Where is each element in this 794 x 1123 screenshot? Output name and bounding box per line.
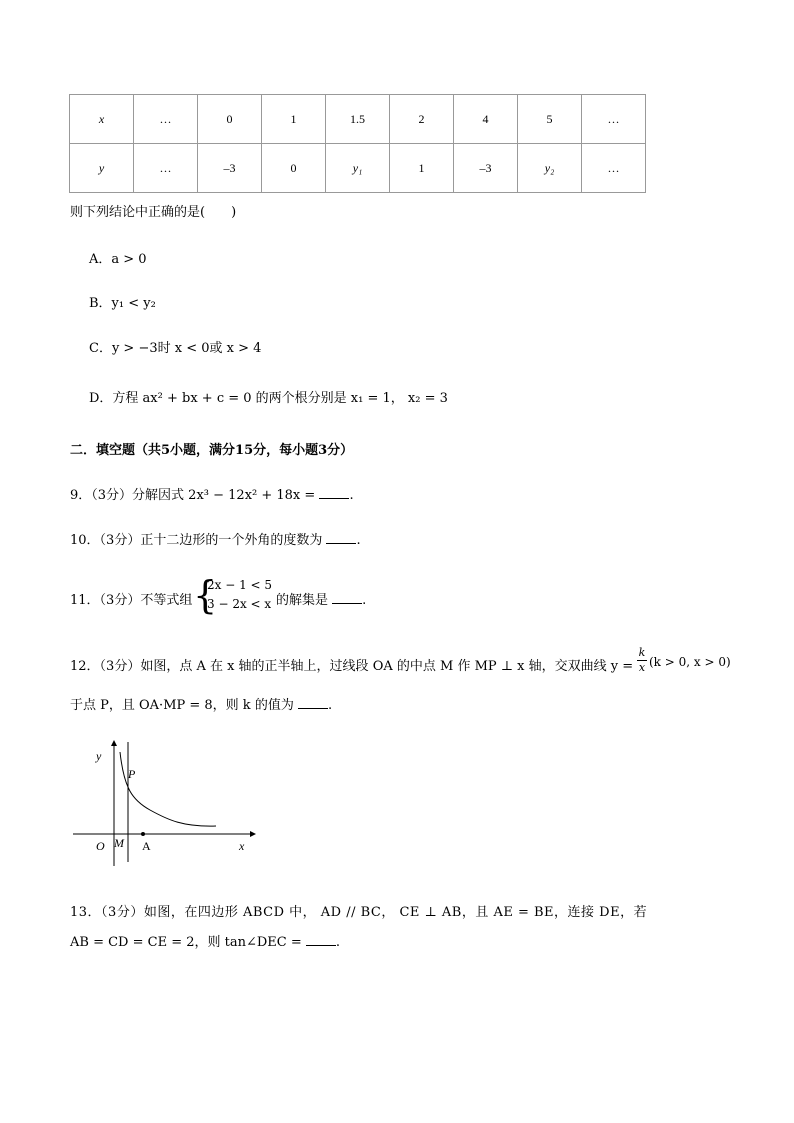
- table-cell: y₁: [326, 144, 390, 193]
- question-13-line2-text: AB = CD = CE = 2，则 tan∠DEC =: [70, 935, 302, 950]
- question-11-suffix: [276, 589, 366, 608]
- option-d[interactable]: D．方程 ax² + bx + c = 0 的两个根分别是 x₁ = 1， x₂ = 3: [89, 391, 448, 406]
- table-cell: …: [582, 144, 646, 193]
- a-label: A: [142, 839, 151, 853]
- option-a[interactable]: A．a > 0: [89, 252, 147, 267]
- table-cell: …: [582, 95, 646, 144]
- question-12-condition: (k > 0, x > 0): [649, 655, 731, 669]
- question-12-line1: 12．（3分）如图，点 A 在 x 轴的正半轴上，过线段 OA 的中点 M 作 MP ⊥ x 轴，交双曲线 y =: [70, 659, 634, 674]
- table-cell: 0: [198, 95, 262, 144]
- question-10-text: 10．（3分）正十二边形的一个外角的度数为: [70, 533, 323, 548]
- table-row: [70, 95, 646, 144]
- answer-blank[interactable]: [319, 486, 349, 499]
- inequality-2: 3 − 2x < x: [207, 597, 272, 611]
- question-11-suffix-text: 的解集是: [276, 593, 329, 608]
- point-a: [141, 832, 145, 836]
- table-cell: y₂: [518, 144, 582, 193]
- fraction: [637, 646, 647, 674]
- table-cell: x: [70, 95, 134, 144]
- x-axis-label: x: [239, 839, 245, 853]
- table-cell: 4: [454, 95, 518, 144]
- table-cell: 2: [390, 95, 454, 144]
- period: .: [349, 488, 354, 503]
- x-axis-arrow-icon: [250, 831, 256, 837]
- question-13-line1: 13．（3分）如图，在四边形 ABCD 中， AD // BC， CE ⊥ AB，且 AE = BE，连接 DE，若: [70, 905, 648, 920]
- option-b[interactable]: B．y₁ < y₂: [89, 296, 156, 311]
- question-13-line2: [70, 931, 340, 950]
- question-prompt: 则下列结论中正确的是( ): [70, 205, 237, 220]
- table-cell: y: [70, 144, 134, 193]
- question-11-prefix: 11．（3分）不等式组: [70, 593, 193, 608]
- table-cell: –3: [454, 144, 518, 193]
- brace-icon: {: [193, 573, 218, 617]
- table-cell: 5: [518, 95, 582, 144]
- question-12-line2: [70, 694, 332, 713]
- table-cell: 1: [390, 144, 454, 193]
- section-heading: 二．填空题（共5小题，满分15分，每小题3分）: [70, 443, 354, 458]
- y-axis-label: y: [96, 749, 102, 763]
- question-12-line2-text: 于点 P，且 OA·MP = 8，则 k 的值为: [70, 698, 294, 713]
- table-cell: …: [134, 144, 198, 193]
- table-cell: 1: [262, 95, 326, 144]
- option-c[interactable]: C．y > −3时 x < 0或 x > 4: [89, 341, 262, 356]
- question-9-text: 9．（3分）分解因式 2x³ − 12x² + 18x =: [70, 488, 316, 503]
- table-cell: …: [134, 95, 198, 144]
- period: .: [335, 935, 341, 950]
- y-axis-arrow-icon: [111, 740, 117, 746]
- answer-blank[interactable]: [332, 591, 362, 604]
- m-label: M: [114, 836, 124, 850]
- fraction-numerator: k: [638, 646, 646, 659]
- inequality-1: 2x − 1 < 5: [207, 578, 273, 592]
- fraction-denominator: x: [638, 661, 646, 674]
- value-table: [69, 94, 646, 193]
- period: .: [327, 698, 333, 713]
- table-cell: 0: [262, 144, 326, 193]
- hyperbola-curve: [120, 752, 216, 826]
- question-10: [70, 529, 361, 548]
- answer-blank[interactable]: [306, 933, 336, 946]
- period: .: [362, 593, 367, 608]
- p-label: P: [128, 767, 136, 781]
- table-cell: –3: [198, 144, 262, 193]
- answer-blank[interactable]: [298, 696, 328, 709]
- question-9: [70, 484, 354, 503]
- answer-blank[interactable]: [326, 531, 356, 544]
- o-label: O: [96, 839, 105, 853]
- period: .: [356, 533, 361, 548]
- hyperbola-figure: [68, 738, 258, 868]
- table-row: [70, 144, 646, 193]
- table-cell: 1.5: [326, 95, 390, 144]
